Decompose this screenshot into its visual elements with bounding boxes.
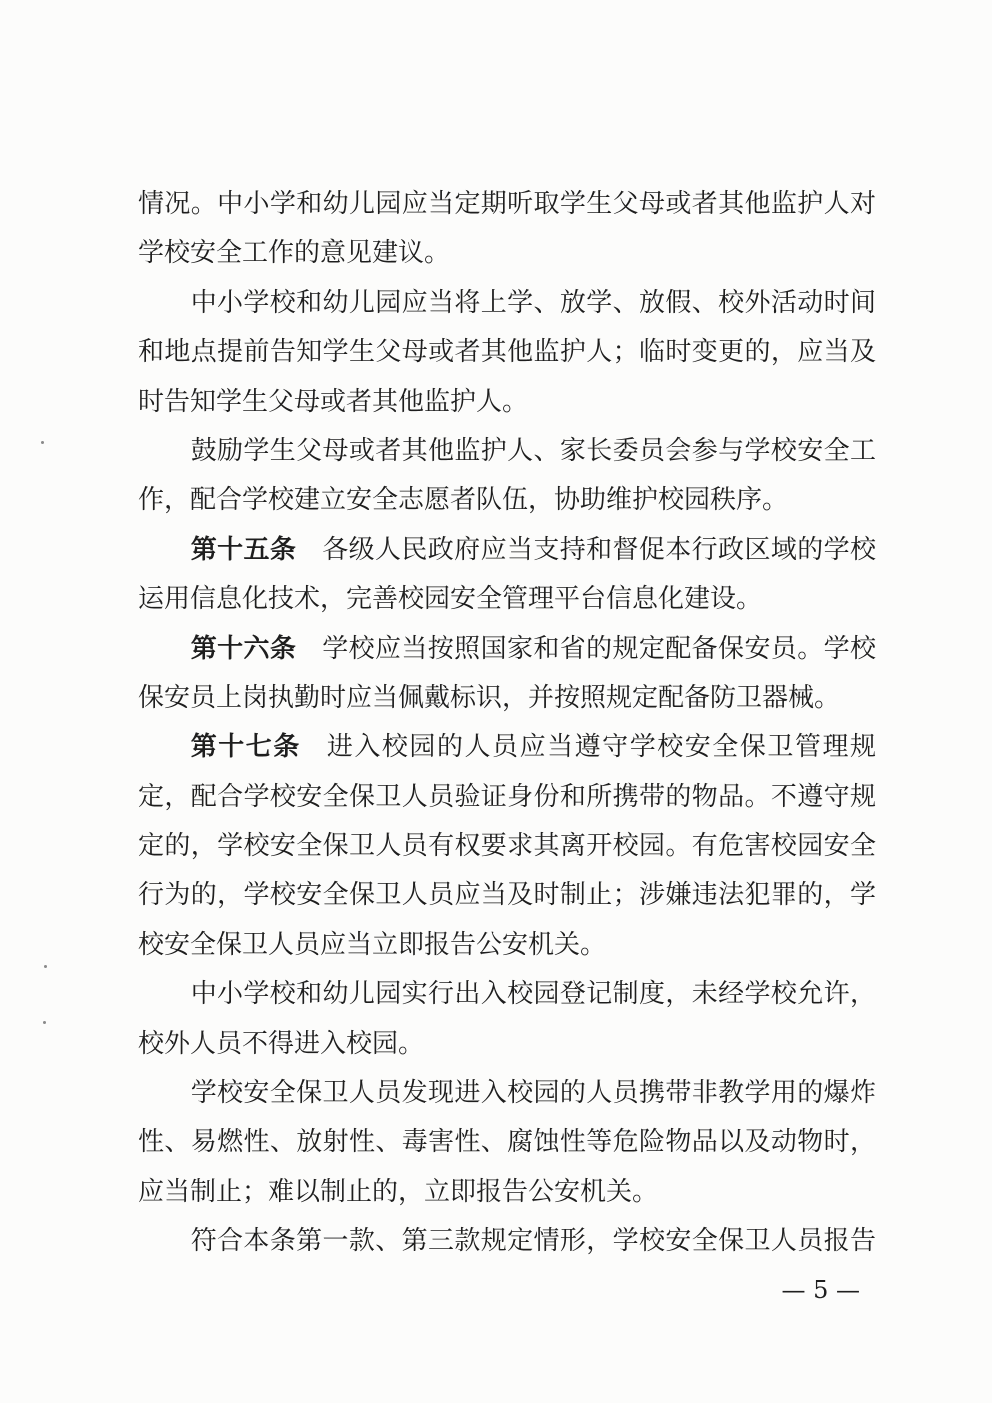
scan-speck <box>43 1021 46 1024</box>
text-line: 保安员上岗执勤时应当佩戴标识，并按照规定配备防卫器械。 <box>138 682 841 713</box>
paragraph <box>138 279 876 427</box>
paragraph <box>138 970 876 1069</box>
paragraph <box>138 1217 876 1266</box>
text-line: 中小学校和幼儿园应当将上学、放学、放假、校外活动时间 <box>190 287 876 318</box>
text-line: 和地点提前告知学生父母或者其他监护人；临时变更的，应当及 <box>138 337 876 368</box>
document-body <box>138 180 876 1267</box>
text-line: 情况。中小学和幼儿园应当定期听取学生父母或者其他监护人对 <box>138 189 876 219</box>
scan-speck <box>44 965 47 968</box>
article-number: 第十五条 <box>190 534 297 565</box>
paragraph <box>138 427 876 526</box>
text-line: 中小学校和幼儿园实行出入校园登记制度，未经学校允许， <box>190 979 876 1010</box>
article-first-line <box>138 625 876 674</box>
text-line: 符合本条第一款、第三款规定情形，学校安全保卫人员报告 <box>190 1226 876 1257</box>
article-number: 第十七条 <box>190 732 301 763</box>
text-line: 性、易燃性、放射性、毒害性、腐蚀性等危险物品以及动物时， <box>138 1127 876 1158</box>
text-line: 校外人员不得进入校园。 <box>138 1028 425 1059</box>
text-line: 行为的，学校安全保卫人员应当及时制止；涉嫌违法犯罪的，学 <box>138 880 876 911</box>
text-line: 作，配合学校建立安全志愿者队伍，协助维护校园秩序。 <box>138 485 789 516</box>
page-number: — 5 — <box>781 1276 860 1304</box>
article-paragraph <box>138 723 876 970</box>
text-line: 应当制止；难以制止的，立即报告公安机关。 <box>138 1176 659 1207</box>
article-text: 学校应当按照国家和省的规定配备保安员。学校 <box>322 633 876 664</box>
paragraph <box>138 180 876 279</box>
text-line: 校安全保卫人员应当立即报告公安机关。 <box>138 929 607 960</box>
text-line: 时告知学生父母或者其他监护人。 <box>138 386 529 417</box>
text-line: 学校安全工作的意见建议。 <box>138 238 451 269</box>
article-text: 各级人民政府应当支持和督促本行政区域的学校 <box>322 534 876 565</box>
text-line: 定的，学校安全保卫人员有权要求其离开校园。有危害校园安全 <box>138 831 876 862</box>
text-line: 运用信息化技术，完善校园安全管理平台信息化建设。 <box>138 584 763 615</box>
text-line: 定，配合学校安全保卫人员验证身份和所携带的物品。不遵守规 <box>138 781 876 812</box>
article-text: 进入校园的人员应当遵守学校安全保卫管理规 <box>326 732 876 763</box>
article-first-line <box>138 526 876 575</box>
paragraph <box>138 1069 876 1217</box>
scan-speck <box>41 441 44 444</box>
article-paragraph <box>138 526 876 625</box>
text-line: 学校安全保卫人员发现进入校园的人员携带非教学用的爆炸 <box>190 1078 876 1109</box>
article-number: 第十六条 <box>190 633 297 664</box>
text-line: 鼓励学生父母或者其他监护人、家长委员会参与学校安全工 <box>190 435 876 466</box>
article-first-line <box>138 723 876 772</box>
article-paragraph <box>138 625 876 724</box>
